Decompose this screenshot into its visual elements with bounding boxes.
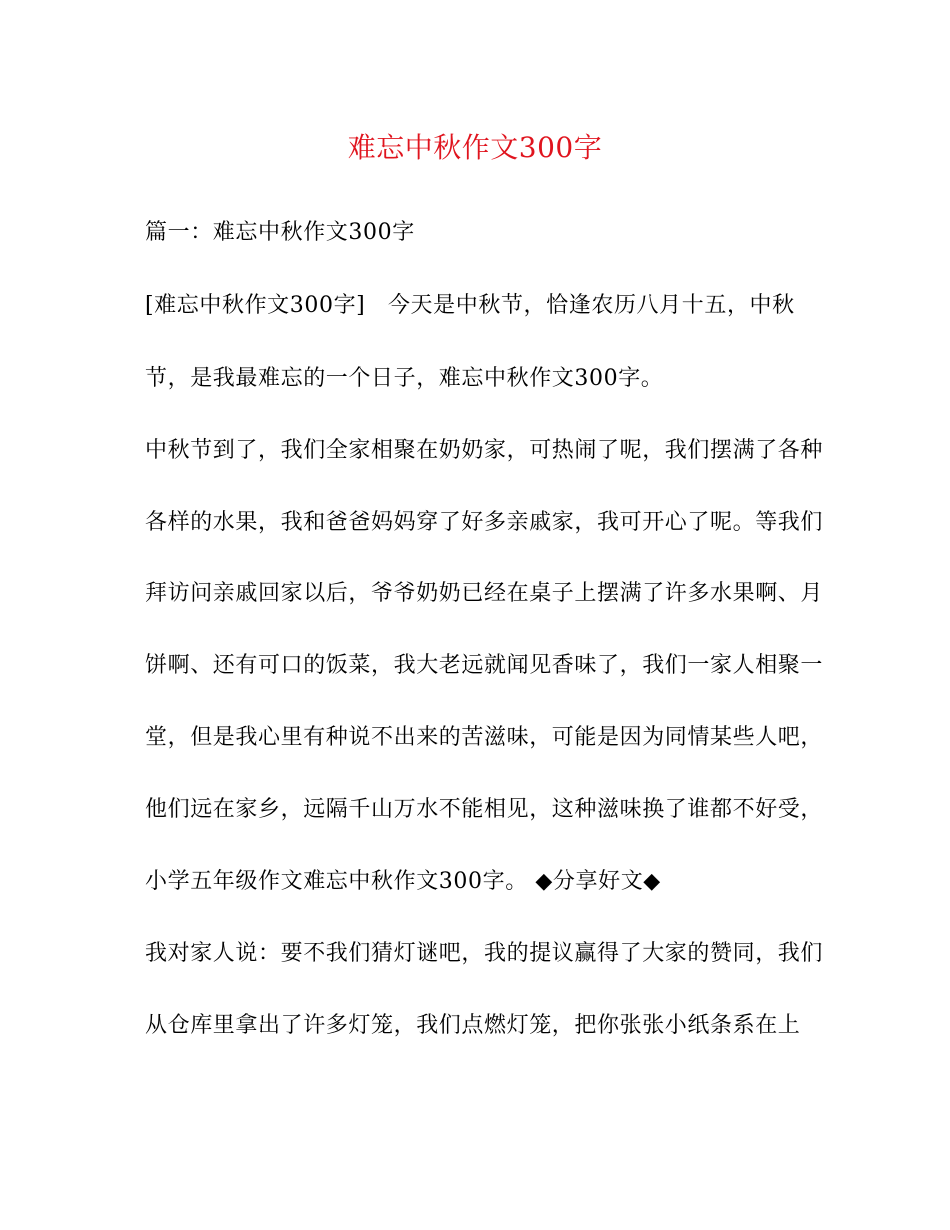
body-line: [难忘中秋作文300字] 今天是中秋节，恰逢农历八月十五，中秋 (145, 293, 795, 318)
document-title: 难忘中秋作文300字 (347, 131, 603, 164)
body-line: 我对家人说：要不我们猜灯谜吧，我的提议赢得了大家的赞同，我们 (145, 941, 824, 966)
section-heading: 篇一：难忘中秋作文300字 (145, 220, 415, 245)
body-line: 节，是我最难忘的一个日子，难忘中秋作文300字。 (145, 366, 664, 391)
body-line: 他们远在家乡，远隔千山万水不能相见，这种滋味换了谁都不好受， (145, 797, 824, 822)
body-line: 拜访问亲戚回家以后，爷爷奶奶已经在桌子上摆满了许多水果啊、月 (145, 581, 824, 606)
body-line: 饼啊、还有可口的饭菜，我大老远就闻见香味了，我们一家人相聚一 (145, 653, 824, 678)
body-line: 中秋节到了，我们全家相聚在奶奶家，可热闹了呢，我们摆满了各种 (145, 438, 824, 463)
body-line: 从仓库里拿出了许多灯笼，我们点燃灯笼，把你张张小纸条系在上 (145, 1013, 801, 1038)
body-line: 各样的水果，我和爸爸妈妈穿了好多亲戚家，我可开心了呢。等我们 (145, 510, 824, 535)
body-line: 堂，但是我心里有种说不出来的苦滋味，可能是因为同情某些人吧， (145, 725, 824, 750)
body-line: 小学五年级作文难忘中秋作文300字。 ◆分享好文◆ (145, 869, 661, 894)
